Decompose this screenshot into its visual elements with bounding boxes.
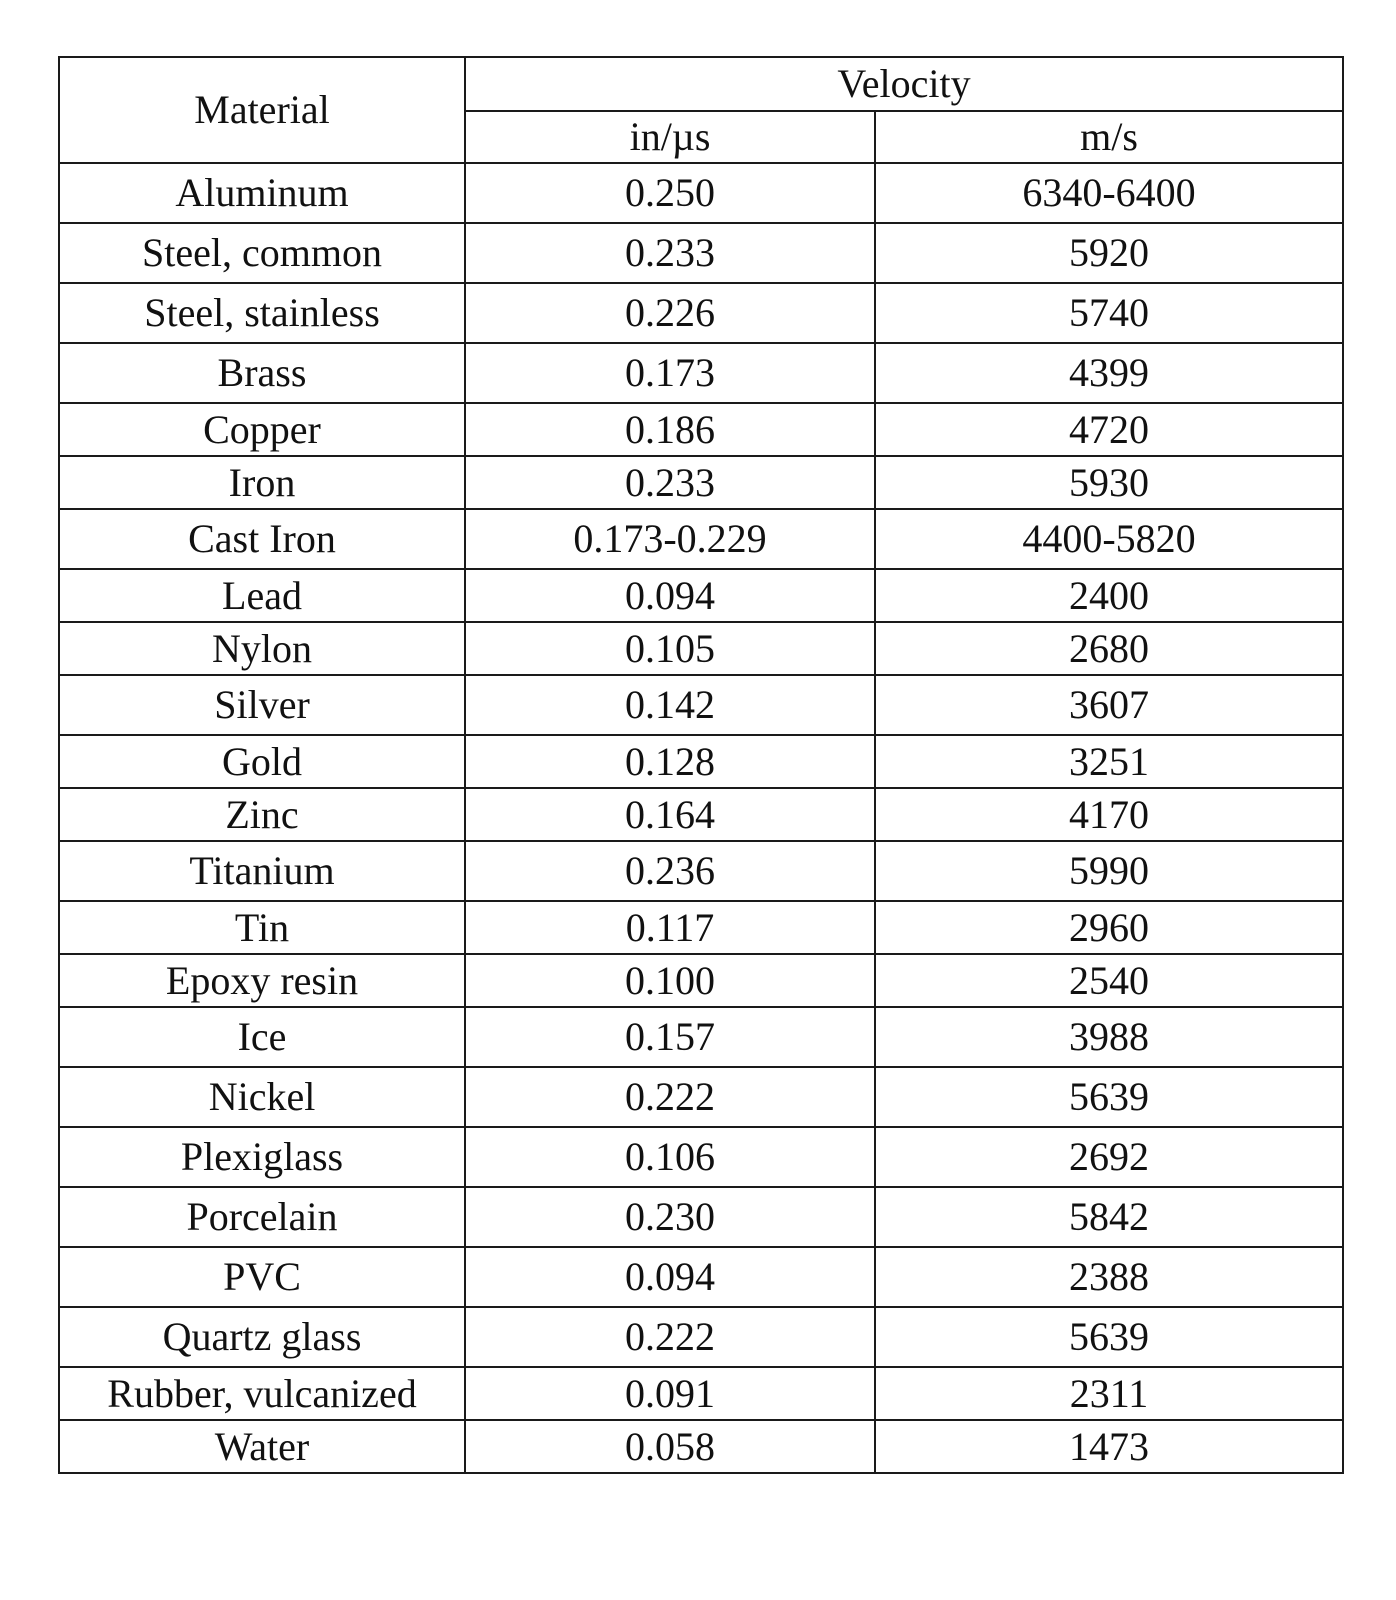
- table-row: [59, 735, 1343, 788]
- cell-material: Tin: [59, 901, 465, 954]
- cell-velocity-m-s: 4170: [875, 788, 1343, 841]
- table-row: [59, 1247, 1343, 1307]
- table-row: [59, 901, 1343, 954]
- cell-velocity-in-us: 0.091: [465, 1367, 875, 1420]
- cell-velocity-in-us: 0.173-0.229: [465, 509, 875, 569]
- table-row: [59, 1007, 1343, 1067]
- cell-velocity-m-s: 2400: [875, 569, 1343, 622]
- cell-velocity-m-s: 2540: [875, 954, 1343, 1007]
- table-row: [59, 1367, 1343, 1420]
- cell-material: Copper: [59, 403, 465, 456]
- table-row: [59, 163, 1343, 223]
- cell-velocity-m-s: 6340-6400: [875, 163, 1343, 223]
- cell-velocity-in-us: 0.157: [465, 1007, 875, 1067]
- table-row: [59, 1187, 1343, 1247]
- table-row: [59, 954, 1343, 1007]
- cell-velocity-in-us: 0.236: [465, 841, 875, 901]
- table-row: [59, 1127, 1343, 1187]
- cell-velocity-in-us: 0.233: [465, 456, 875, 509]
- header-material: Material: [59, 57, 465, 163]
- cell-material: Rubber, vulcanized: [59, 1367, 465, 1420]
- cell-velocity-in-us: 0.222: [465, 1307, 875, 1367]
- cell-material: Cast Iron: [59, 509, 465, 569]
- cell-material: Aluminum: [59, 163, 465, 223]
- table-row: [59, 283, 1343, 343]
- cell-material: Water: [59, 1420, 465, 1473]
- cell-velocity-in-us: 0.173: [465, 343, 875, 403]
- cell-material: Quartz glass: [59, 1307, 465, 1367]
- cell-velocity-m-s: 5930: [875, 456, 1343, 509]
- cell-velocity-m-s: 3607: [875, 675, 1343, 735]
- table-row: [59, 343, 1343, 403]
- cell-velocity-in-us: 0.142: [465, 675, 875, 735]
- cell-velocity-m-s: 2311: [875, 1367, 1343, 1420]
- cell-material: Brass: [59, 343, 465, 403]
- table-row: [59, 841, 1343, 901]
- cell-material: Silver: [59, 675, 465, 735]
- table-row: [59, 456, 1343, 509]
- cell-velocity-m-s: 5639: [875, 1307, 1343, 1367]
- cell-velocity-in-us: 0.058: [465, 1420, 875, 1473]
- cell-velocity-m-s: 5990: [875, 841, 1343, 901]
- cell-velocity-m-s: 2680: [875, 622, 1343, 675]
- cell-velocity-m-s: 5740: [875, 283, 1343, 343]
- table-row: [59, 788, 1343, 841]
- cell-velocity-m-s: 2960: [875, 901, 1343, 954]
- cell-velocity-in-us: 0.117: [465, 901, 875, 954]
- cell-velocity-m-s: 5920: [875, 223, 1343, 283]
- cell-velocity-in-us: 0.226: [465, 283, 875, 343]
- cell-material: Steel, common: [59, 223, 465, 283]
- cell-velocity-in-us: 0.128: [465, 735, 875, 788]
- cell-material: Lead: [59, 569, 465, 622]
- table-row: [59, 1420, 1343, 1473]
- cell-material: Plexiglass: [59, 1127, 465, 1187]
- table-row: [59, 1067, 1343, 1127]
- cell-velocity-m-s: 2388: [875, 1247, 1343, 1307]
- cell-velocity-m-s: 2692: [875, 1127, 1343, 1187]
- cell-velocity-in-us: 0.094: [465, 569, 875, 622]
- cell-material: Gold: [59, 735, 465, 788]
- cell-velocity-m-s: 4400-5820: [875, 509, 1343, 569]
- cell-velocity-in-us: 0.250: [465, 163, 875, 223]
- cell-material: Epoxy resin: [59, 954, 465, 1007]
- cell-material: Steel, stainless: [59, 283, 465, 343]
- cell-velocity-in-us: 0.186: [465, 403, 875, 456]
- cell-velocity-m-s: 4399: [875, 343, 1343, 403]
- cell-velocity-m-s: 4720: [875, 403, 1343, 456]
- table-row: [59, 622, 1343, 675]
- cell-material: Nickel: [59, 1067, 465, 1127]
- table-row: [59, 569, 1343, 622]
- table-row: [59, 675, 1343, 735]
- cell-velocity-m-s: 3251: [875, 735, 1343, 788]
- cell-velocity-m-s: 5639: [875, 1067, 1343, 1127]
- cell-velocity-m-s: 3988: [875, 1007, 1343, 1067]
- header-velocity: Velocity: [465, 57, 1343, 111]
- cell-velocity-in-us: 0.106: [465, 1127, 875, 1187]
- header-unit-in-us: in/µs: [465, 111, 875, 163]
- cell-velocity-m-s: 1473: [875, 1420, 1343, 1473]
- header-unit-m-s: m/s: [875, 111, 1343, 163]
- table-body: [59, 163, 1343, 1473]
- cell-velocity-in-us: 0.222: [465, 1067, 875, 1127]
- cell-material: Nylon: [59, 622, 465, 675]
- cell-material: Ice: [59, 1007, 465, 1067]
- table-row: [59, 1307, 1343, 1367]
- cell-velocity-in-us: 0.105: [465, 622, 875, 675]
- cell-velocity-in-us: 0.233: [465, 223, 875, 283]
- cell-velocity-in-us: 0.164: [465, 788, 875, 841]
- cell-material: Porcelain: [59, 1187, 465, 1247]
- header-row-1: [59, 57, 1343, 111]
- cell-velocity-in-us: 0.100: [465, 954, 875, 1007]
- cell-material: Iron: [59, 456, 465, 509]
- sound-velocity-table: [58, 56, 1344, 1474]
- table-row: [59, 223, 1343, 283]
- cell-material: Zinc: [59, 788, 465, 841]
- cell-material: Titanium: [59, 841, 465, 901]
- table-row: [59, 509, 1343, 569]
- cell-velocity-in-us: 0.230: [465, 1187, 875, 1247]
- cell-velocity-in-us: 0.094: [465, 1247, 875, 1307]
- table-row: [59, 403, 1343, 456]
- cell-material: PVC: [59, 1247, 465, 1307]
- cell-velocity-m-s: 5842: [875, 1187, 1343, 1247]
